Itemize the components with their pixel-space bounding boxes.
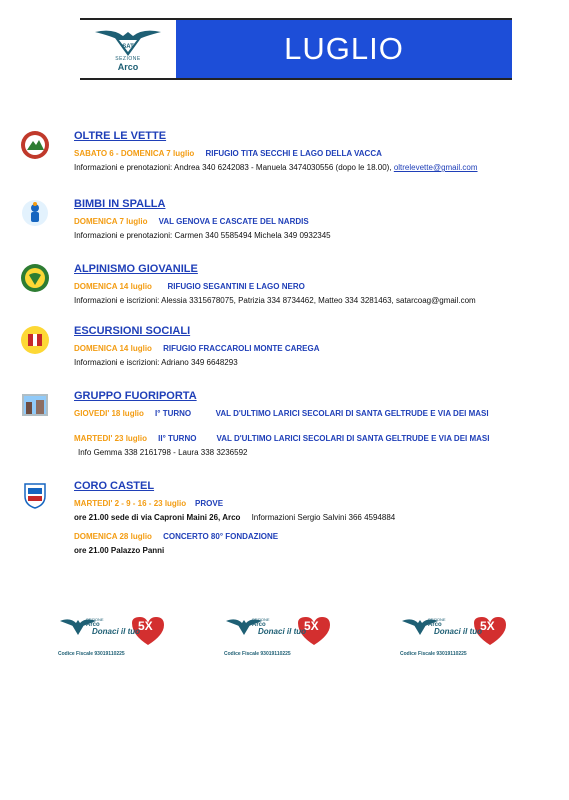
footer-5x-text: 5X: [138, 619, 153, 633]
footer-sezione-text: SEZIONE: [252, 617, 270, 622]
event-place: PROVE: [195, 499, 224, 508]
bimbi-in-spalla-logo-icon: [20, 198, 50, 228]
footer-arco-text: Arco: [252, 622, 266, 628]
footer-codice-fiscale: Codice Fiscale 93019110225: [58, 651, 125, 657]
logo-sezione-text: SEZIONE: [115, 56, 141, 62]
sat-eagle-icon: [93, 26, 163, 56]
event-place: RIFUGIO SEGANTINI E LAGO NERO: [167, 282, 305, 291]
event-time-location: ore 21.00 Palazzo Panni: [74, 546, 165, 555]
event-turn: II° TURNO: [158, 434, 197, 443]
footer-sezione-text: SEZIONE: [428, 617, 446, 622]
section-title-link[interactable]: ESCURSIONI SOCIALI: [74, 325, 191, 337]
event-turn: I° TURNO: [155, 409, 192, 418]
section-title-link[interactable]: OLTRE LE VETTE: [74, 130, 167, 142]
svg-text:SAT: SAT: [122, 44, 134, 50]
oltre-le-vette-badge-icon: [20, 130, 50, 160]
donation-badge: [224, 615, 334, 657]
gruppo-fuoriporta-photo-icon: [20, 390, 50, 420]
event-place: VAL GENOVA E CASCATE DEL NARDIS: [158, 217, 309, 226]
footer-codice-fiscale: Codice Fiscale 93019110225: [400, 651, 467, 657]
event-info: Info Gemma 338 2161798 - Laura 338 3236592: [78, 448, 248, 457]
donation-badge: [58, 615, 168, 657]
section-title-link[interactable]: CORO CASTEL: [74, 480, 155, 492]
footer-codice-fiscale: Codice Fiscale 93019110225: [224, 651, 291, 657]
email-link[interactable]: oltrelevette@gmail.com: [393, 163, 478, 172]
event-date: GIOVEDI' 18 luglio: [74, 409, 144, 418]
event-date: SABATO 6 - DOMENICA 7 luglio: [74, 149, 195, 158]
event-date: MARTEDI' 23 luglio: [74, 434, 148, 443]
event-place: RIFUGIO TITA SECCHI E LAGO DELLA VACCA: [205, 149, 382, 158]
event-info: Informazioni e iscrizioni: Adriano 349 6648293: [74, 358, 238, 367]
event-time-location: ore 21.00 sede di via Caproni Maini 26, Arco: [74, 513, 241, 522]
month-title: LUGLIO: [176, 20, 512, 78]
event-info: Informazioni e iscrizioni: Alessia 3315678075, Patrizia 334 8734462, Matteo 334 3281463, satarcoag@gmail.com: [74, 296, 476, 305]
alpinismo-giovanile-badge-icon: [20, 263, 50, 293]
section-title-link[interactable]: ALPINISMO GIOVANILE: [74, 263, 198, 275]
event-info: Informazioni Sergio Salvini 366 4594884: [251, 513, 396, 522]
event-info: Informazioni e prenotazioni: Andrea 340 6242083 - Manuela 3474030556 (dopo le 18.00),: [74, 163, 392, 172]
footer-arco-text: Arco: [86, 622, 100, 628]
event-date: DOMENICA 28 luglio: [74, 532, 152, 541]
event-info: Informazioni e prenotazioni: Carmen 340 5585494 Michela 349 0932345: [74, 231, 331, 240]
footer-donaci-text: Donaci il tuo: [258, 627, 306, 636]
coro-castel-shield-icon: [20, 480, 50, 510]
event-place: VAL D'ULTIMO LARICI SECOLARI DI SANTA GELTRUDE E VIA DEI MASI: [216, 434, 490, 443]
section-title-link[interactable]: BIMBI IN SPALLA: [74, 198, 166, 210]
event-date: DOMENICA 14 luglio: [74, 344, 152, 353]
footer-donaci-text: Donaci il tuo: [92, 627, 140, 636]
donation-badge: [400, 615, 510, 657]
sat-logo: [80, 20, 176, 78]
event-date: DOMENICA 7 luglio: [74, 217, 148, 226]
logo-arco-text: Arco: [117, 62, 139, 72]
event-date: DOMENICA 14 luglio: [74, 282, 152, 291]
footer-5x-text: 5X: [480, 619, 495, 633]
event-place: VAL D'ULTIMO LARICI SECOLARI DI SANTA GELTRUDE E VIA DEI MASI: [215, 409, 489, 418]
escursioni-sociali-badge-icon: [20, 325, 50, 355]
section-title-link[interactable]: GRUPPO FUORIPORTA: [74, 390, 197, 402]
event-date: MARTEDI' 2 - 9 - 16 - 23 luglio: [74, 499, 187, 508]
footer-sezione-text: SEZIONE: [86, 617, 104, 622]
event-place: CONCERTO 80° FONDAZIONE: [163, 532, 279, 541]
page-header: [80, 18, 512, 80]
footer-donaci-text: Donaci il tuo: [434, 627, 482, 636]
event-place: RIFUGIO FRACCAROLI MONTE CAREGA: [163, 344, 320, 353]
footer-arco-text: Arco: [428, 622, 442, 628]
footer-5x-text: 5X: [304, 619, 319, 633]
